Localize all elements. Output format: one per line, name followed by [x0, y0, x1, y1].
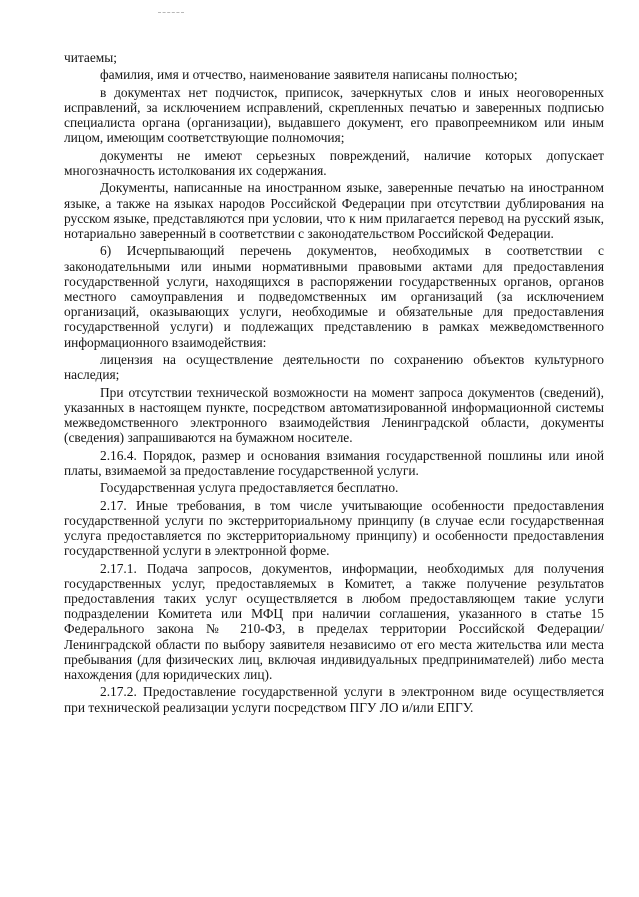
paragraph-2-17: 2.17. Иные требования, в том числе учитывающие особенности предоставления государственной услуги по экстерриториальному принципу (в случае если государственная услуга предоставляется по экстерриториальному принципу) и особенности предоставления государственной услуги в электронной форме.: [64, 497, 604, 559]
scan-artifact: [158, 12, 184, 14]
document-body: [64, 50, 604, 717]
paragraph-full-name: фамилия, имя и отчество, наименование заявителя написаны полностью;: [100, 67, 518, 83]
paragraph-readable: читаемы;: [64, 50, 117, 65]
paragraph-2-16-4: 2.16.4. Порядок, размер и основания взимания государственной пошлины или иной платы, взимаемой за предоставление государственной услуги.: [64, 447, 604, 478]
paragraph-license: лицензия на осуществление деятельности по сохранению объектов культурного наследия;: [64, 351, 604, 383]
paragraph-foreign-documents: Документы, написанные на иностранном языке, заверенные печатью на иностранном языке, а также на языках народов Российской Федерации при отсутствии дублирования на русском языке, представляются при условии, что к ним прилагается перевод на русский язык, нотариально заверенный в соответствии с законодательством Российской Федерации.: [64, 180, 604, 241]
paragraph-free-service: Государственная услуга предоставляется бесплатно.: [100, 480, 399, 496]
paragraph-no-damage: документы не имеют серьезных повреждений, наличие которых допускает многозначность истолкования их содержания.: [64, 147, 604, 178]
paragraph-2-17-2: 2.17.2. Предоставление государственной услуги в электронном виде осуществляется при технической реализации услуги посредством ПГУ ЛО и/или ЕПГУ.: [64, 684, 604, 715]
paragraph-no-corrections: в документах нет подчисток, приписок, зачеркнутых слов и иных неоговоренных исправлений, за исключением исправлений, скрепленных печатью и заверенных подписью специалиста органа (организации), выдавшего документ, его правопреемником или иным лицом, имеющим соответствующие полномочия;: [64, 84, 604, 146]
paragraph-technical-possibility: При отсутствии технической возможности на момент запроса документов (сведений), указанных в настоящем пункте, посредством автоматизированной информационной системы межведомственного электронного взаимодействия Ленинградской области, документы (сведения) запрашиваются на бумажном носителе.: [64, 384, 604, 446]
paragraph-2-17-1: 2.17.1. Подача запросов, документов, информации, необходимых для получения государственных услуг, предоставляемых в Комитет, а также получение результатов предоставления таких услуг осуществляется в любом предоставляющем такие услуги подразделении Комитета или МФЦ при наличии соглашения, указанного в статье 15 Федерального закона № 210-ФЗ, в пределах территории Российской Федерации/Ленинградской области по выбору заявителя независимо от его места жительства или места пребывания (для физических лиц, включая индивидуальных предпринимателей) либо места нахождения (для юридических лиц).: [64, 560, 604, 682]
paragraph-documents-list: 6) Исчерпывающий перечень документов, необходимых в соответствии с законодательными или иными нормативными правовыми актами для предоставления государственной услуги, находящихся в распоряжении государственных органов, органов местного самоуправления и подведомственных им организаций (за исключением организаций, оказывающих услуги, необходимые и обязательные для предоставления государственной услуги) и подлежащих представлению в рамках межведомственного информационного взаимодействия:: [64, 243, 604, 350]
